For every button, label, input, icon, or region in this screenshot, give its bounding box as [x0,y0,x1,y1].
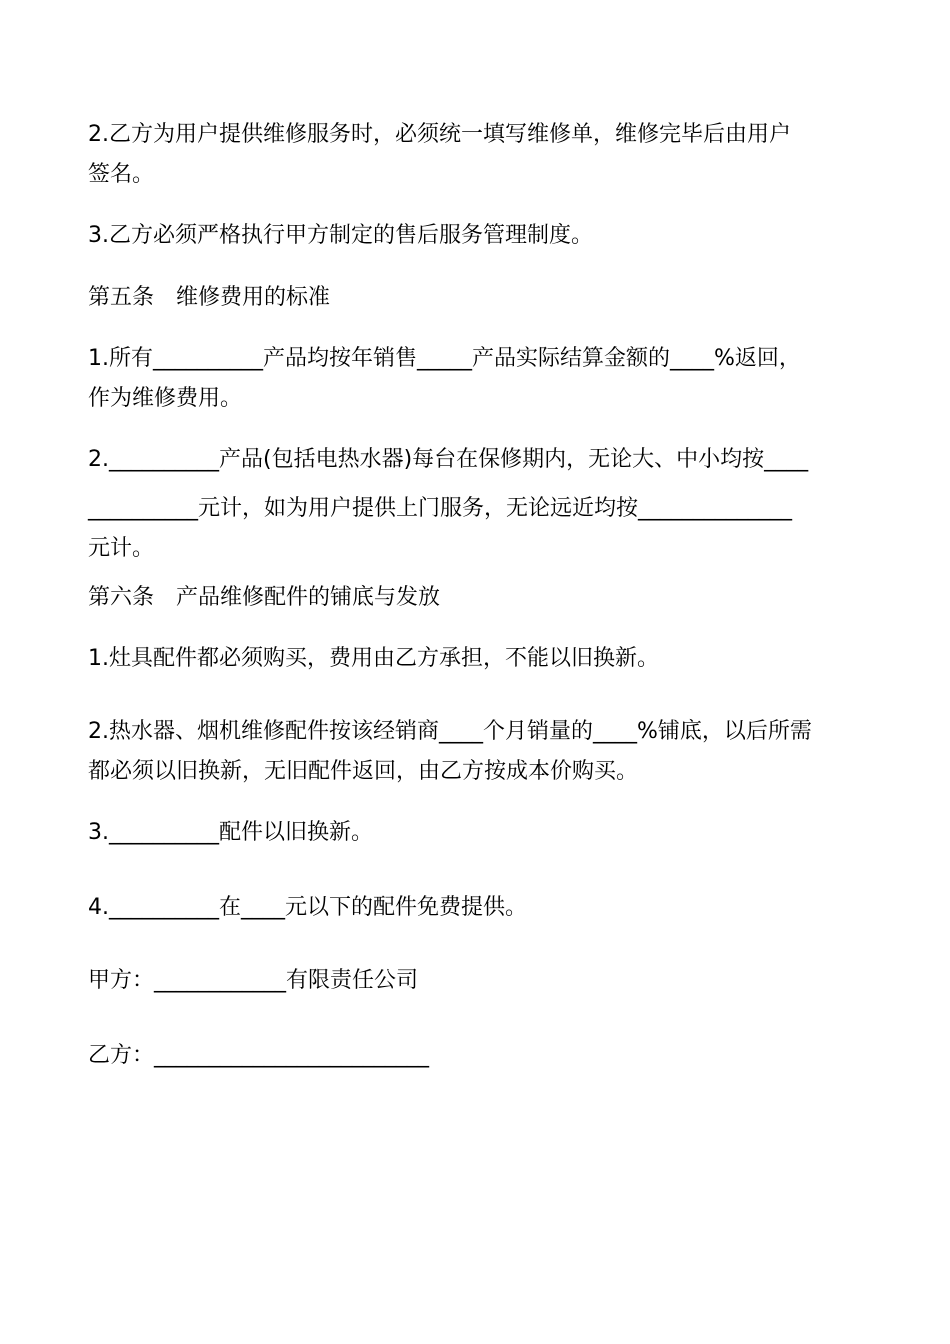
party-a-signature-line: 甲方：____________有限责任公司 [88,968,419,993]
article-5-item-2-line-3: 元计。 [88,536,155,561]
clause-4-item-2-line-2: 签名。 [88,162,155,187]
article-6-heading: 第六条 产品维修配件的铺底与发放 [88,585,441,610]
article-5-item-2-line-1: 2.__________产品(包括电热水器)每台在保修期内，无论大、中小均按____ [88,447,809,472]
clause-4-item-2-line-1: 2.乙方为用户提供维修服务时，必须统一填写维修单，维修完毕后由用户 [88,122,791,147]
article-6-item-1: 1.灶具配件都必须购买，费用由乙方承担，不能以旧换新。 [88,646,659,671]
clause-4-item-3: 3.乙方必须严格执行甲方制定的售后服务管理制度。 [88,223,593,248]
article-6-item-4: 4.__________在____元以下的配件免费提供。 [88,895,527,920]
article-5-item-1-line-2: 作为维修费用。 [88,386,243,411]
party-b-signature-line: 乙方：_________________________ [88,1043,430,1068]
article-5-item-1-line-1: 1.所有__________产品均按年销售_____产品实际结算金额的____%返回， [88,346,801,371]
article-6-item-2-line-1: 2.热水器、烟机维修配件按该经销商____个月销量的____%铺底，以后所需 [88,719,812,744]
article-6-item-2-line-2: 都必须以旧换新，无旧配件返回，由乙方按成本价购买。 [88,759,639,784]
article-6-item-3: 3.__________配件以旧换新。 [88,820,373,845]
article-5-item-2-line-2: __________元计，如为用户提供上门服务，无论远近均按______________ [88,496,793,521]
article-5-heading: 第五条 维修费用的标准 [88,285,331,310]
